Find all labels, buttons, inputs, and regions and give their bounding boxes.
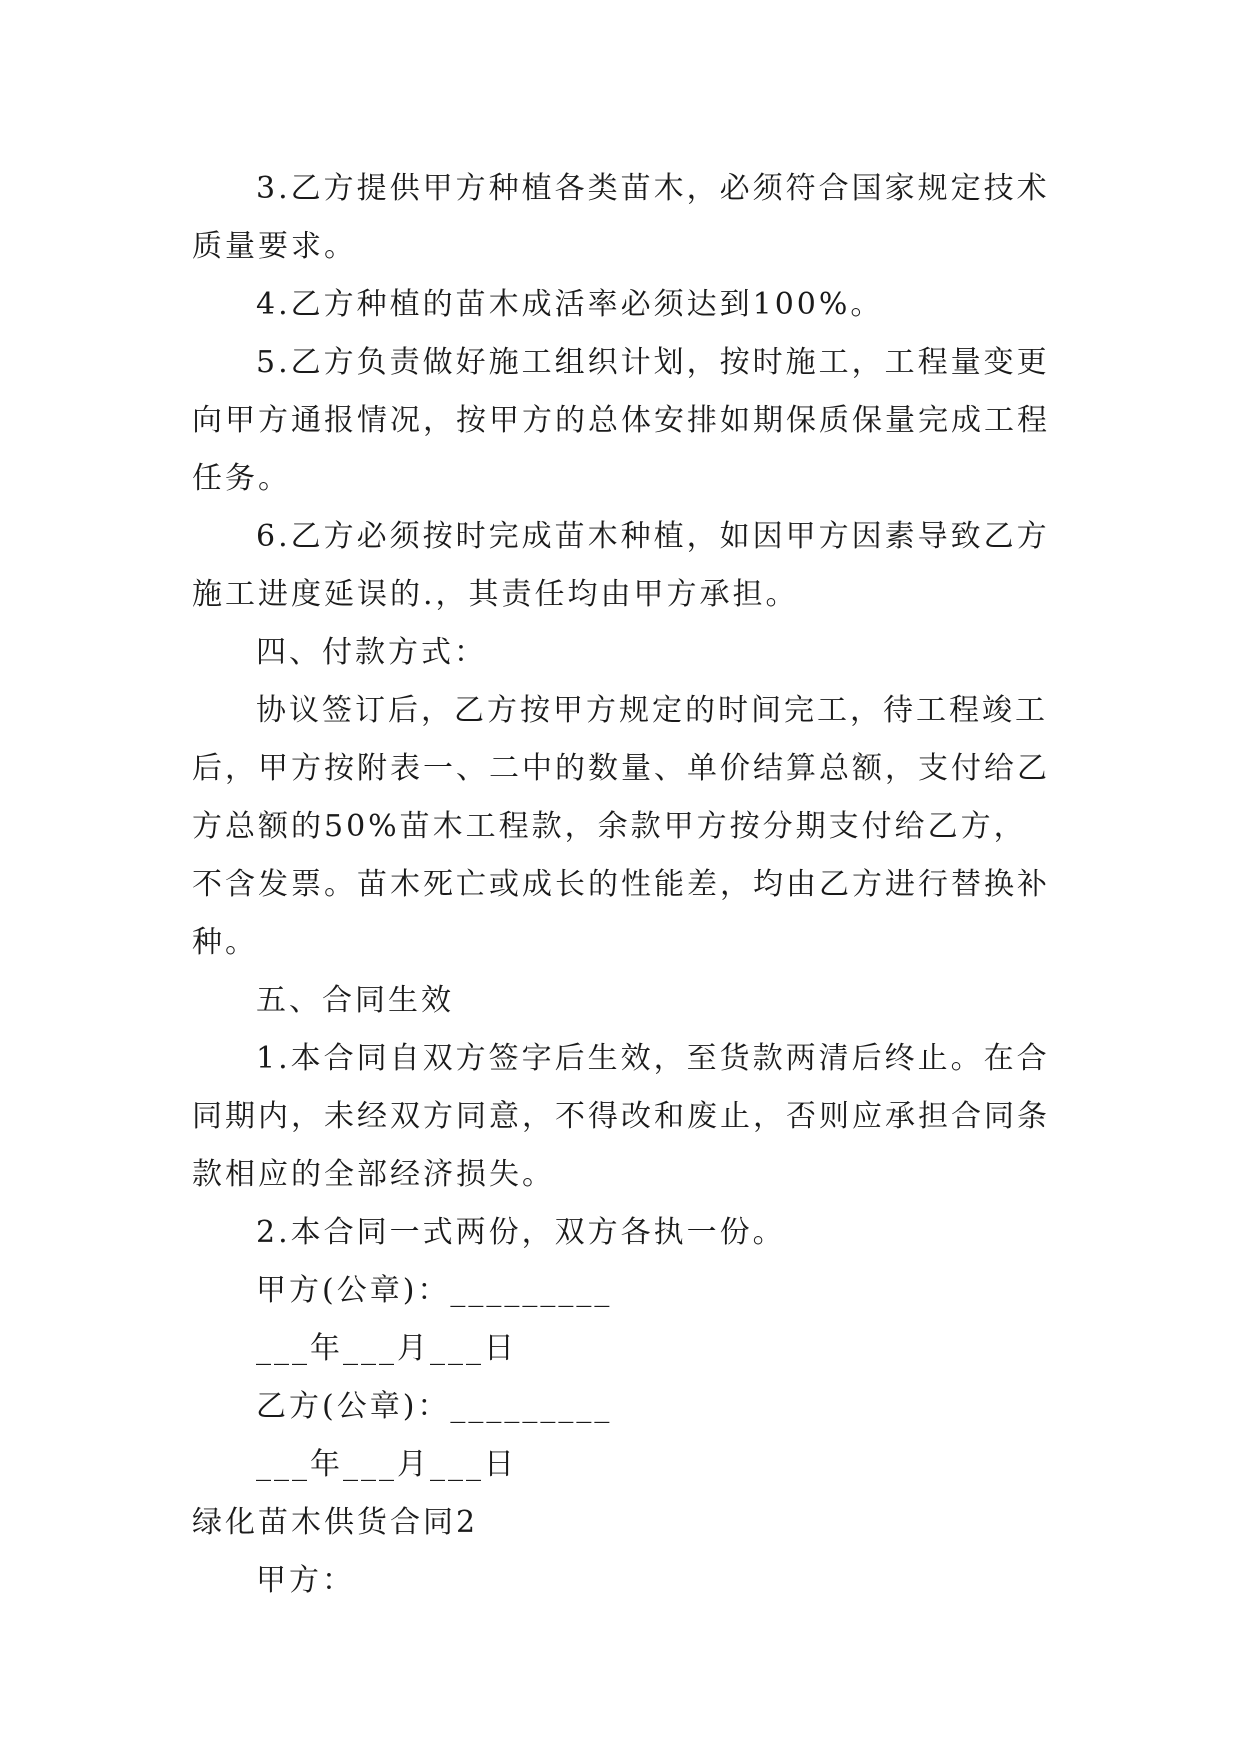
contract-2-title: 绿化苗木供货合同2 [192, 1505, 479, 1540]
party-a-date: ___年___月___日 [256, 1331, 517, 1366]
party-b-seal: 乙方(公章)：_________ [256, 1389, 613, 1424]
effect-clause-2: 2.本合同一式两份，双方各执一份。 [256, 1215, 786, 1250]
document-page [192, 160, 1052, 1610]
effect-clause-1: 1.本合同自双方签字后生效，至货款两清后终止。在合同期内，未经双方同意，不得改和废止，否则应承担合同条款相应的全部经济损失。 [192, 1041, 1050, 1192]
clause-4: 4.乙方种植的苗木成活率必须达到100%。 [256, 287, 884, 322]
section-heading-effect: 五、合同生效 [256, 983, 454, 1018]
clause-3: 3.乙方提供甲方种植各类苗木，必须符合国家规定技术质量要求。 [192, 171, 1050, 264]
contract-2-party-a: 甲方： [256, 1563, 355, 1598]
section-heading-payment: 四、付款方式： [256, 635, 487, 670]
party-b-date: ___年___月___日 [256, 1447, 517, 1482]
clause-6: 6.乙方必须按时完成苗木种植，如因甲方因素导致乙方施工进度延误的.，其责任均由甲方承担。 [192, 519, 1050, 612]
clause-5: 5.乙方负责做好施工组织计划，按时施工，工程量变更向甲方通报情况，按甲方的总体安排如期保质保量完成工程任务。 [192, 345, 1050, 496]
party-a-seal: 甲方(公章)：_________ [256, 1273, 613, 1308]
payment-terms: 协议签订后，乙方按甲方规定的时间完工，待工程竣工后，甲方按附表一、二中的数量、单价结算总额，支付给乙方总额的50%苗木工程款，余款甲方按分期支付给乙方，不含发票。苗木死亡或成长的性能差，均由乙方进行替换补种。 [192, 693, 1050, 960]
